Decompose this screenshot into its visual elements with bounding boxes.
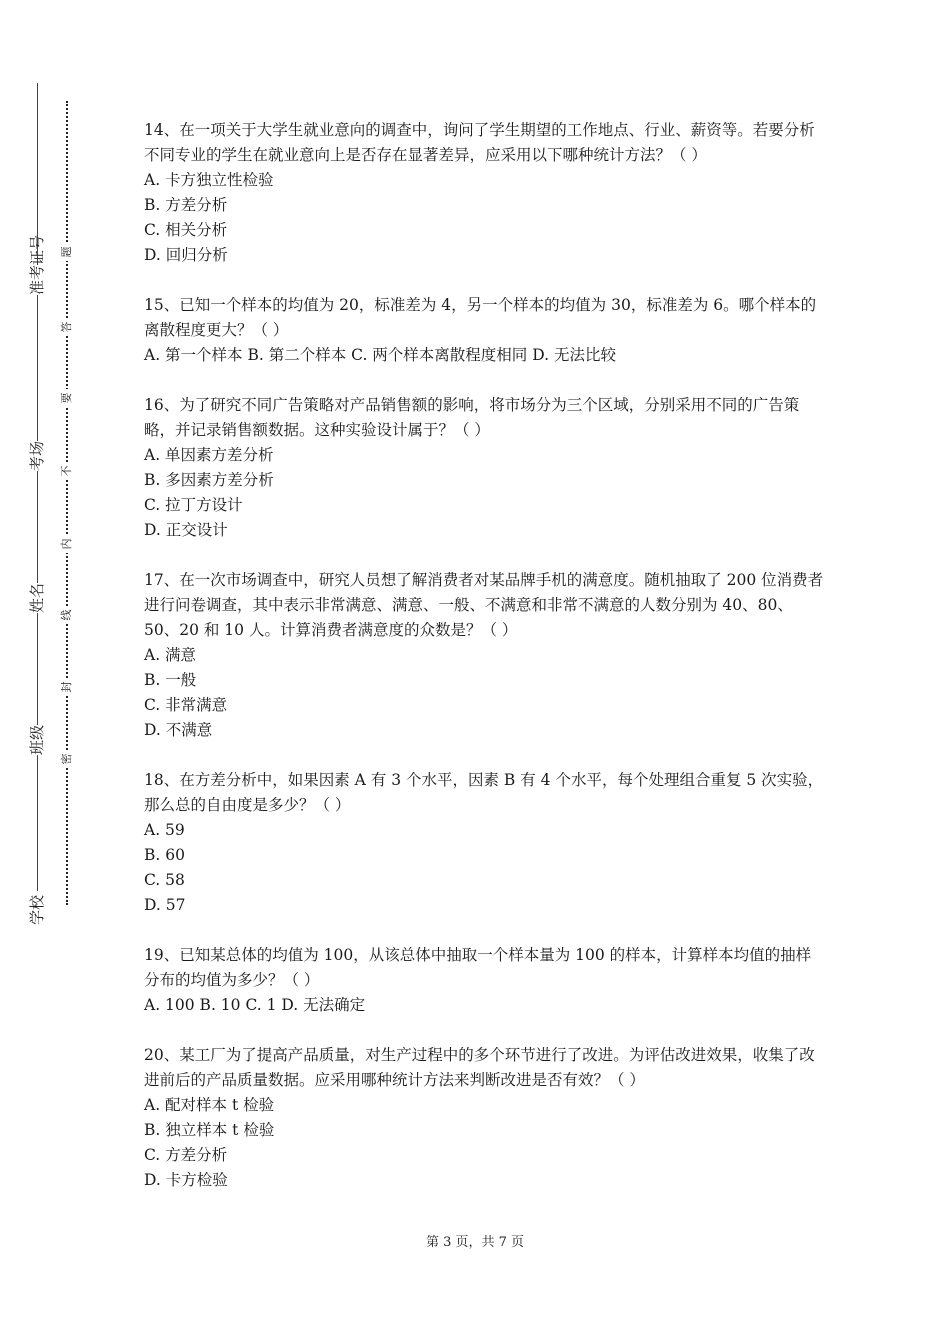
seal-char: 不	[60, 462, 74, 480]
option-a: A. 单因素方差分析	[144, 446, 274, 464]
question-stem: 15、已知一个样本的均值为 20，标准差为 4，另一个样本的均值为 30，标准差为 6。哪个样本的离散程度更大？（ ）	[144, 296, 817, 339]
option-a: A. 59	[144, 821, 185, 839]
question-stem: 18、在方差分析中，如果因素 A 有 3 个水平，因素 B 有 4 个水平，每个处理组合重复 5 次实验，那么总的自由度是多少？（ ）	[144, 771, 824, 814]
option-c: C. 方差分析	[144, 1146, 228, 1164]
question-18	[144, 768, 824, 918]
field-label-exam-id: 准考证号	[28, 234, 46, 295]
option-b: B. 60	[144, 846, 185, 864]
options-inline: A. 第一个样本 B. 第二个样本 C. 两个样本离散程度相同 D. 无法比较	[144, 346, 616, 364]
seal-char: 题	[60, 243, 74, 261]
field-label-school: 学校	[28, 894, 46, 925]
question-14	[144, 118, 824, 268]
seal-char: 内	[60, 535, 74, 553]
option-d: D. 57	[144, 896, 186, 914]
seal-char: 密	[60, 750, 74, 768]
option-a: A. 配对样本 t 检验	[144, 1096, 275, 1114]
binding-solid-line	[37, 83, 38, 891]
field-label-class: 班级	[28, 724, 46, 755]
option-c: C. 拉丁方设计	[144, 496, 243, 514]
question-15	[144, 293, 824, 368]
question-stem: 20、某工厂为了提高产品质量，对生产过程中的多个环节进行了改进。为评估改进效果，收集了改进前后的产品质量数据。应采用哪种统计方法来判断改进是否有效？（ ）	[144, 1046, 815, 1089]
question-17	[144, 568, 824, 743]
seal-char: 线	[60, 606, 74, 624]
question-19	[144, 943, 824, 1018]
question-stem: 17、在一次市场调查中，研究人员想了解消费者对某品牌手机的满意度。随机抽取了 200 位消费者进行问卷调查，其中表示非常满意、满意、一般、不满意和非常不满意的人数分别为 40、80、50、20 和 10 人。计算消费者满意度的众数是？（ ）	[144, 571, 824, 639]
options-inline: A. 100 B. 10 C. 1 D. 无法确定	[144, 996, 366, 1014]
seal-char: 要	[60, 389, 74, 407]
option-c: C. 非常满意	[144, 696, 228, 714]
option-b: B. 多因素方差分析	[144, 471, 274, 489]
seal-char: 封	[60, 678, 74, 696]
option-b: B. 独立样本 t 检验	[144, 1121, 275, 1139]
option-a: A. 满意	[144, 646, 197, 664]
field-label-name: 姓名	[28, 582, 46, 613]
option-d: D. 卡方检验	[144, 1171, 228, 1189]
page-footer: 第 3 页，共 7 页	[425, 1235, 525, 1250]
option-b: B. 方差分析	[144, 196, 228, 214]
binding-margin	[0, 0, 100, 1344]
option-a: A. 卡方独立性检验	[144, 171, 274, 189]
seal-char: 答	[60, 318, 74, 336]
question-stem: 19、已知某总体的均值为 100，从该总体中抽取一个样本量为 100 的样本，计算样本均值的抽样分布的均值为多少？（ ）	[144, 946, 812, 989]
option-d: D. 回归分析	[144, 246, 228, 264]
option-d: D. 不满意	[144, 721, 213, 739]
question-stem: 14、在一项关于大学生就业意向的调查中，询问了学生期望的工作地点、行业、薪资等。若要分析不同专业的学生在就业意向上是否存在显著差异，应采用以下哪种统计方法？（ ）	[144, 121, 815, 164]
option-b: B. 一般	[144, 671, 197, 689]
option-c: C. 58	[144, 871, 185, 889]
seal-dotted-line	[66, 101, 68, 905]
option-d: D. 正交设计	[144, 521, 228, 539]
question-list	[144, 118, 824, 1218]
question-stem: 16、为了研究不同广告策略对产品销售额的影响，将市场分为三个区域，分别采用不同的广告策略，并记录销售额数据。这种实验设计属于？（ ）	[144, 396, 800, 439]
option-c: C. 相关分析	[144, 221, 228, 239]
question-20	[144, 1043, 824, 1193]
field-label-exam-room: 考场	[28, 440, 46, 471]
question-16	[144, 393, 824, 543]
